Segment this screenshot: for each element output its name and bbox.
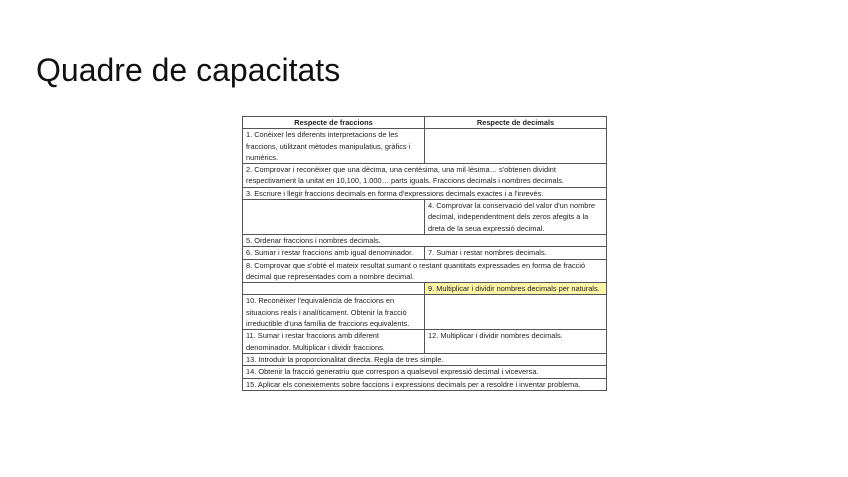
table-row: [243, 129, 607, 164]
cell-capacity-3: 3. Escriure i llegir fraccions decimals en forma d'expressions decimals exactes i a l'inrevés.: [243, 187, 607, 199]
cell-empty: [243, 283, 425, 295]
cell-capacity-2: 2. Comprovar i reconèixer que una dècima, una centèsima, una mil·lèsima… s'obtenen dividint respectivament la unitat en 10,100, 1.000… parts iguals. Fraccions decimals i nombres decimals.: [243, 164, 607, 188]
cell-capacity-13: 13. Introduir la proporcionalitat directa. Regla de tres simple.: [243, 353, 607, 365]
slide-title: Quadre de capacitats: [36, 52, 341, 88]
header-fractions: Respecte de fraccions: [243, 117, 425, 129]
cell-capacity-11: 11. Sumar i restar fraccions amb diferent denominador. Multiplicar i dividir fraccions.: [243, 330, 425, 354]
cell-capacity-7: 7. Sumar i restar nombres decimals.: [425, 247, 607, 259]
table-row: [243, 247, 607, 259]
cell-capacity-1: 1. Conèixer les diferents interpretacions de les fraccions, utilitzant mètodes manipulatius, gràfics i numèrics.: [243, 129, 425, 164]
table-row: [243, 295, 607, 330]
table-header-row: [243, 117, 607, 129]
table-row: [243, 366, 607, 378]
table-row: [243, 200, 607, 235]
table-row: [243, 234, 607, 246]
capabilities-table: [242, 116, 607, 391]
table-row: [243, 259, 607, 283]
cell-capacity-4: 4. Comprovar la conservació del valor d'un nombre decimal, independentment dels zeros afegits a la dreta de la seua expressió decimal.: [425, 200, 607, 235]
cell-capacity-5: 5. Ordenar fraccions i nombres decimals.: [243, 234, 607, 246]
cell-empty: [243, 200, 425, 235]
table-row: [243, 283, 607, 295]
cell-capacity-15: 15. Aplicar els coneixements sobre faccions i expressions decimals per a resoldre i inventar problema.: [243, 378, 607, 390]
table-row: [243, 378, 607, 390]
table-row: [243, 187, 607, 199]
cell-capacity-10: 10. Reconèixer l'equivalència de fraccions en situacions reals i analíticament. Obtenir la fracció irreductible d'una família de fraccions equivalents.: [243, 295, 425, 330]
table-row: [243, 353, 607, 365]
cell-capacity-14: 14. Obtenir la fracció generatriu que correspon a qualsevol expressió decimal i viceversa.: [243, 366, 607, 378]
cell-capacity-6: 6. Sumar i restar fraccions amb igual denominador.: [243, 247, 425, 259]
cell-capacity-8: 8. Comprovar que s'obté el mateix resultat sumant o restant quantitats expressades en forma de fracció decimal que representades com a nombre decimal.: [243, 259, 607, 283]
header-decimals: Respecte de decimals: [425, 117, 607, 129]
table-row: [243, 330, 607, 354]
cell-capacity-12: 12. Multiplicar i dividir nombres decimals.: [425, 330, 607, 354]
cell-empty: [425, 129, 607, 164]
cell-capacity-9-highlighted: 9. Multiplicar i dividir nombres decimals per naturals.: [425, 283, 607, 295]
cell-empty: [425, 295, 607, 330]
table-row: [243, 164, 607, 188]
